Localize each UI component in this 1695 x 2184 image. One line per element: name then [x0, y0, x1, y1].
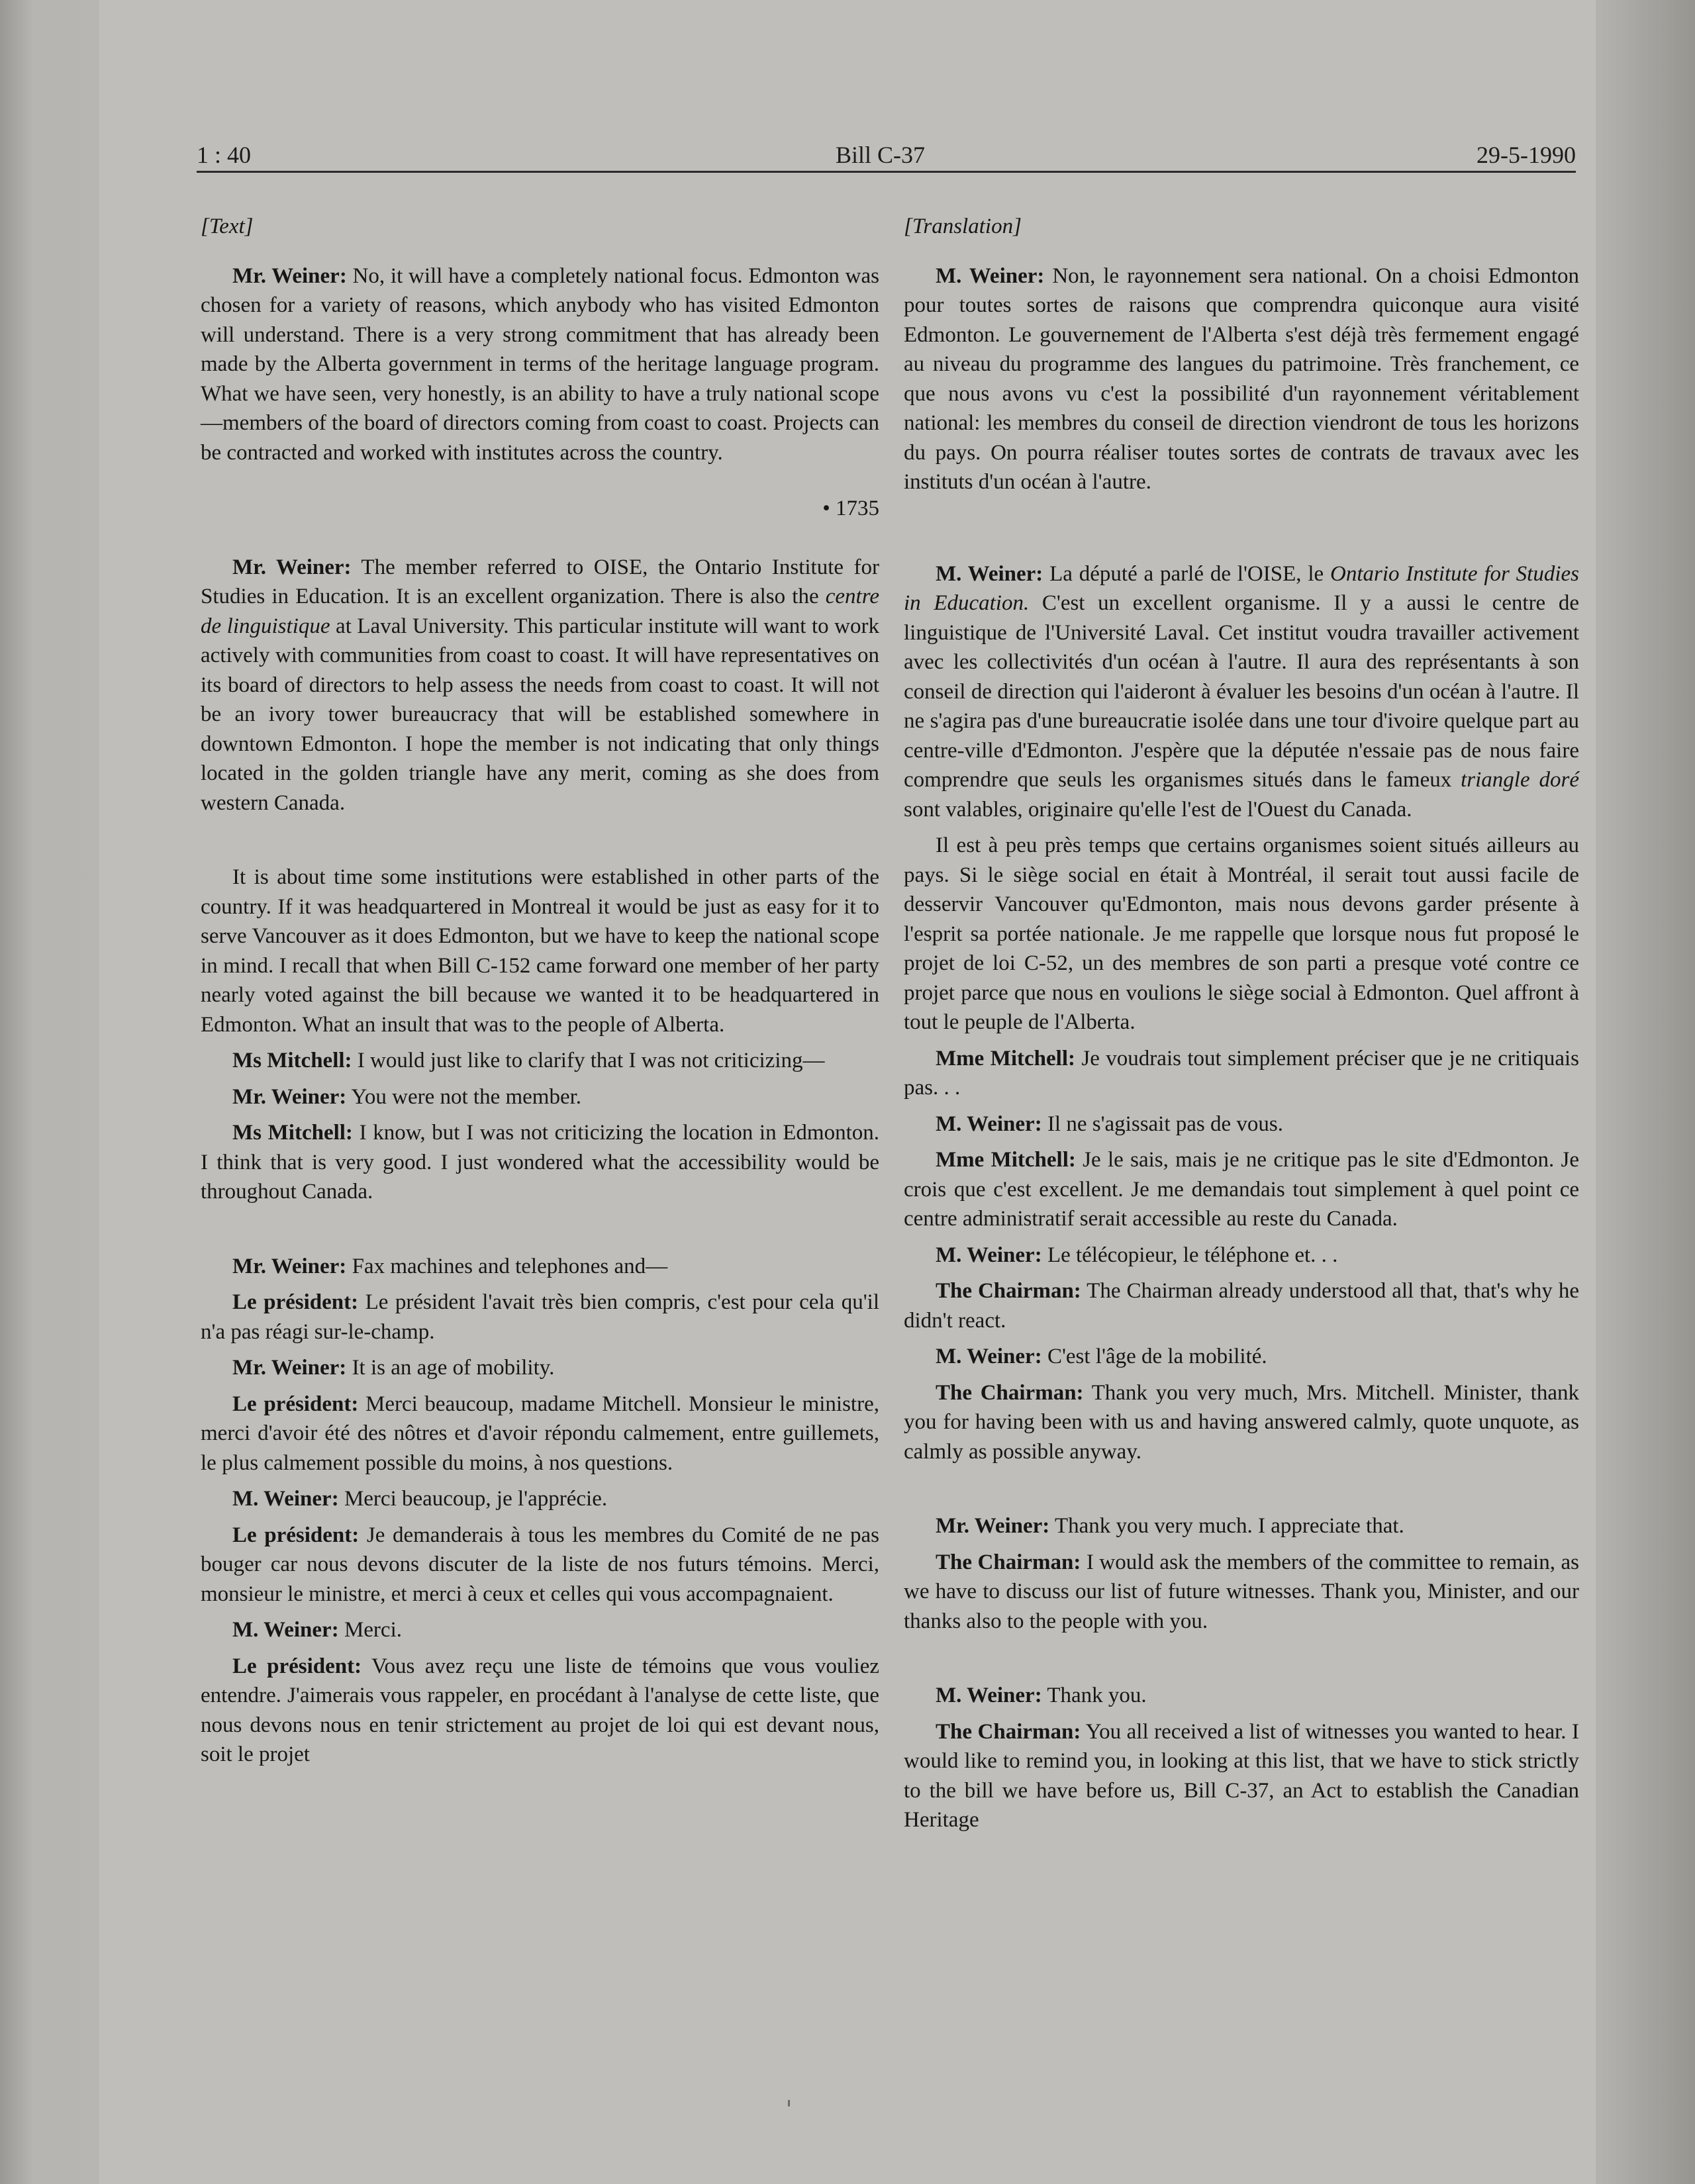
- italic-term: centre de linguistique: [201, 585, 879, 638]
- speaker-name: M. Weiner:: [936, 1684, 1042, 1707]
- speech-text: Il ne s'agissait pas de vous.: [1041, 1112, 1283, 1136]
- speech-text: Merci beaucoup, madame Mitchell. Monsieur le ministre, merci d'avoir été des nôtres et d'avoir répondu calmement, entre guillemets, le plus calmement possible du moins, à nos questions.: [201, 1392, 879, 1475]
- paragraph: [201, 1288, 879, 1347]
- page-header: [197, 136, 1576, 174]
- speaker-name: M. Weiner:: [936, 1243, 1042, 1267]
- speaker-name: The Chairman:: [936, 1380, 1084, 1405]
- paragraph: [201, 1652, 879, 1770]
- speaker-name: Mr. Weiner:: [232, 555, 352, 579]
- paragraph: [201, 1615, 879, 1645]
- speaker-name: Mme Mitchell:: [936, 1148, 1076, 1172]
- paragraph: [201, 1521, 879, 1609]
- speech-text: at Laval University. This particular institute will want to work actively with communities from coast to coast. It will have representatives on its board of directors to help assess the needs from coast to coast. It will not be an ivory tower bureaucracy that will be established somewhere in downtown Edmonton. I hope the member is not indicating that only things located in the golden triangle have any merit, coming as she does from western Canada.: [201, 614, 879, 815]
- speaker-name: Mme Mitchell:: [936, 1046, 1075, 1070]
- paragraph: [904, 1511, 1579, 1541]
- left-column-english: [201, 212, 879, 1776]
- paragraph: [201, 1046, 879, 1076]
- paragraph: [201, 1484, 879, 1514]
- speech-text: Le président l'avait très bien compris, c'est pour cela qu'il n'a pas réagi sur-le-champ.: [201, 1290, 879, 1344]
- paragraph: [904, 1110, 1579, 1139]
- speaker-name: Ms Mitchell:: [232, 1049, 352, 1072]
- paragraph: [201, 1353, 879, 1383]
- speech-text: Je voudrais tout simplement préciser que je ne critiquais pas. . .: [904, 1046, 1580, 1100]
- speaker-name: Mr. Weiner:: [232, 1084, 347, 1109]
- speech-text: Thank you very much, Mrs. Mitchell. Minister, thank you for having been with us and having answered calmly, quote unquote, as calmly as possible anyway.: [904, 1380, 1579, 1464]
- speaker-name: Mr. Weiner:: [232, 1254, 347, 1278]
- speech-text: No, it will have a completely national focus. Edmonton was chosen for a variety of reasons, which anybody who has visited Edmonton will understand. There is a very strong commitment that has already been made by the Alberta government in terms of the heritage language program. What we have seen, very honestly, is an ability to have a truly national scope—members of the board of directors coming from coast to coast. Projects can be contracted and worked with institutes across the country.: [201, 263, 879, 465]
- paragraph: [201, 1118, 879, 1207]
- speaker-name: Ms Mitchell:: [232, 1121, 353, 1145]
- speech-text: Thank you very much. I appreciate that.: [1049, 1514, 1404, 1538]
- speech-text: Je demanderais à tous les membres du Comité de ne pas bouger car nous devons discuter de la liste de nos futurs témoins. Merci, monsieur le ministre, et merci à ceux et celles qui vous accompagnaient.: [201, 1523, 879, 1606]
- page-number: 1 : 40: [197, 142, 252, 168]
- speaker-name: The Chairman:: [936, 1719, 1081, 1744]
- paragraph: [904, 1241, 1579, 1270]
- paragraph: [904, 1717, 1579, 1835]
- speech-text: Merci beaucoup, je l'apprécie.: [338, 1487, 608, 1511]
- speech-text: It is an age of mobility.: [346, 1356, 555, 1380]
- speaker-name: Le président:: [232, 1654, 362, 1678]
- speaker-name: M. Weiner:: [232, 1487, 339, 1511]
- speech-text: The Chairman already understood all that, that's why he didn't react.: [904, 1279, 1580, 1333]
- speaker-name: Mr. Weiner:: [232, 263, 347, 288]
- speech-text: Vous avez reçu une liste de témoins que vous vouliez entendre. J'aimerais vous rappeler, en procédant à l'analyse de cette liste, que nous devons nous en tenir strictement au projet de loi qui est devant nous, soit le projet: [201, 1654, 879, 1766]
- speech-text: La député a parlé de l'OISE, le: [1043, 561, 1330, 586]
- right-column-translation: [904, 212, 1579, 1842]
- speech-text: Le télécopieur, le téléphone et. . .: [1041, 1243, 1338, 1267]
- time-marker: • 1735: [822, 497, 879, 520]
- speech-text: Thank you.: [1041, 1684, 1147, 1707]
- speaker-name: M. Weiner:: [936, 561, 1043, 586]
- bill-title: Bill C-37: [836, 142, 926, 168]
- speech-text: Fax machines and telephones and—: [346, 1254, 668, 1278]
- italic-term: triangle doré: [1461, 768, 1580, 792]
- paragraph: [201, 1390, 879, 1478]
- translation-label: [Translation]: [904, 214, 1022, 238]
- paragraph: [201, 1252, 879, 1282]
- paragraph: [904, 1145, 1579, 1234]
- speech-text: sont valables, originaire qu'elle l'est de l'Ouest du Canada.: [904, 797, 1412, 822]
- speaker-name: M. Weiner:: [232, 1618, 339, 1642]
- speech-text: Merci.: [338, 1618, 402, 1642]
- speech-text: You all received a list of witnesses you wanted to hear. I would like to remind you, in looking at this list, that we have to stick strictly to the bill we have before us, Bill C-37, an Act to establish the Canadian Heritage: [904, 1719, 1579, 1832]
- paragraph: [904, 261, 1579, 497]
- speaker-name: M. Weiner:: [936, 263, 1045, 288]
- paragraph: It is about time some institutions were established in other parts of the country. If it was headquartered in Montreal it would be just as easy for it to serve Vancouver as it does Edmonton, but we have to keep the national scope in mind. I recall that when Bill C-152 came forward one member of her party nearly voted against the bill because we wanted it to be headquartered in Edmonton. What an insult that was to the people of Alberta.: [201, 865, 879, 1037]
- speaker-name: M. Weiner:: [936, 1112, 1042, 1136]
- speech-text: Non, le rayonnement sera national. On a choisi Edmonton pour toutes sortes de raisons que comprendra quiconque aura visité Edmonton. Le gouvernement de l'Alberta s'est déjà très fermement engagé au niveau du programme des langues du patrimoine. Très franchement, ce que nous avons vu c'est la possibilité d'un rayonnement véritablement national: les membres du conseil de direction viendront de tous les horizons du pays. On pourra réaliser toutes sortes de contrats de travaux avec les instituts d'un océan à l'autre.: [904, 263, 1579, 494]
- speaker-name: Mr. Weiner:: [232, 1356, 347, 1380]
- paragraph: [201, 261, 879, 468]
- paragraph: [201, 1082, 879, 1112]
- speech-text: The member referred to OISE, the Ontario Institute for Studies in Education. It is an excellent organization. There is also the: [201, 555, 879, 608]
- speech-text: I know, but I was not criticizing the location in Edmonton. I think that is very good. I just wondered what the accessibility would be throughout Canada.: [201, 1121, 879, 1204]
- italic-term: Ontario Institute for Studies in Education.: [904, 561, 1580, 615]
- speech-text: C'est l'âge de la mobilité.: [1041, 1345, 1267, 1368]
- sitting-date: 29-5-1990: [1477, 142, 1576, 168]
- speaker-name: Le président:: [232, 1523, 360, 1547]
- paragraph: [904, 1342, 1579, 1372]
- speech-text: C'est un excellent organisme. Il y a aussi le centre de linguistique de l'Université Laval. Cet institut voudra travailler activement avec les collectivités d'un océan à l'autre. Il aura des représentants à son conseil de direction qui l'aideront à évaluer les besoins d'un océan à l'autre. Il ne s'agira pas d'une bureaucratie isolée dans une tour d'ivoire quelque part au centre-ville d'Edmonton. J'espère que la députée n'essaie pas de nous faire comprendre que seuls les organismes situés dans le fameux: [904, 591, 1579, 792]
- page-edge-shadow: [1596, 0, 1695, 2184]
- header-rule: [197, 171, 1576, 173]
- paragraph: Il est à peu près temps que certains organismes soient situés ailleurs au pays. Si le siège social en était à Montréal, il serait tout aussi facile de desservir Vancouver qu'Edmonton, mais nous devons garder présente à l'esprit sa portée nationale. Je me rappelle que lorsque nous fut proposé le projet de loi C-52, un des membres de son parti a presque voté contre ce projet parce que nous en voulions le siège social à Edmonton. Quel affront à tout le peuple de l'Alberta.: [904, 833, 1579, 1034]
- paragraph: [904, 559, 1579, 825]
- speech-text: You were not the member.: [346, 1084, 582, 1109]
- paragraph: [904, 1276, 1579, 1335]
- speech-text: I would ask the members of the committee to remain, as we have to discuss our list of future witnesses. Thank you, Minister, and our thanks also to the people with you.: [904, 1550, 1580, 1633]
- stray-ink-mark: [788, 2100, 790, 2107]
- paragraph: [904, 1378, 1579, 1467]
- speaker-name: Mr. Weiner:: [936, 1514, 1050, 1538]
- speech-text: Je le sais, mais je ne critique pas le site d'Edmonton. Je crois que c'est excellent. Je me demandais tout simplement à quel point ce centre administratif serait accessible au reste du Canada.: [904, 1148, 1579, 1231]
- speaker-name: Le président:: [232, 1290, 359, 1314]
- speaker-name: M. Weiner:: [936, 1345, 1042, 1368]
- paragraph: [201, 553, 879, 818]
- speech-text: I would just like to clarify that I was not criticizing—: [352, 1049, 825, 1072]
- paragraph: [904, 1044, 1579, 1103]
- speaker-name: The Chairman:: [936, 1550, 1081, 1574]
- speaker-name: Le président:: [232, 1392, 359, 1416]
- paragraph: [904, 1548, 1579, 1637]
- paragraph: [904, 1681, 1579, 1711]
- speaker-name: The Chairman:: [936, 1279, 1081, 1303]
- text-label: [Text]: [201, 214, 254, 238]
